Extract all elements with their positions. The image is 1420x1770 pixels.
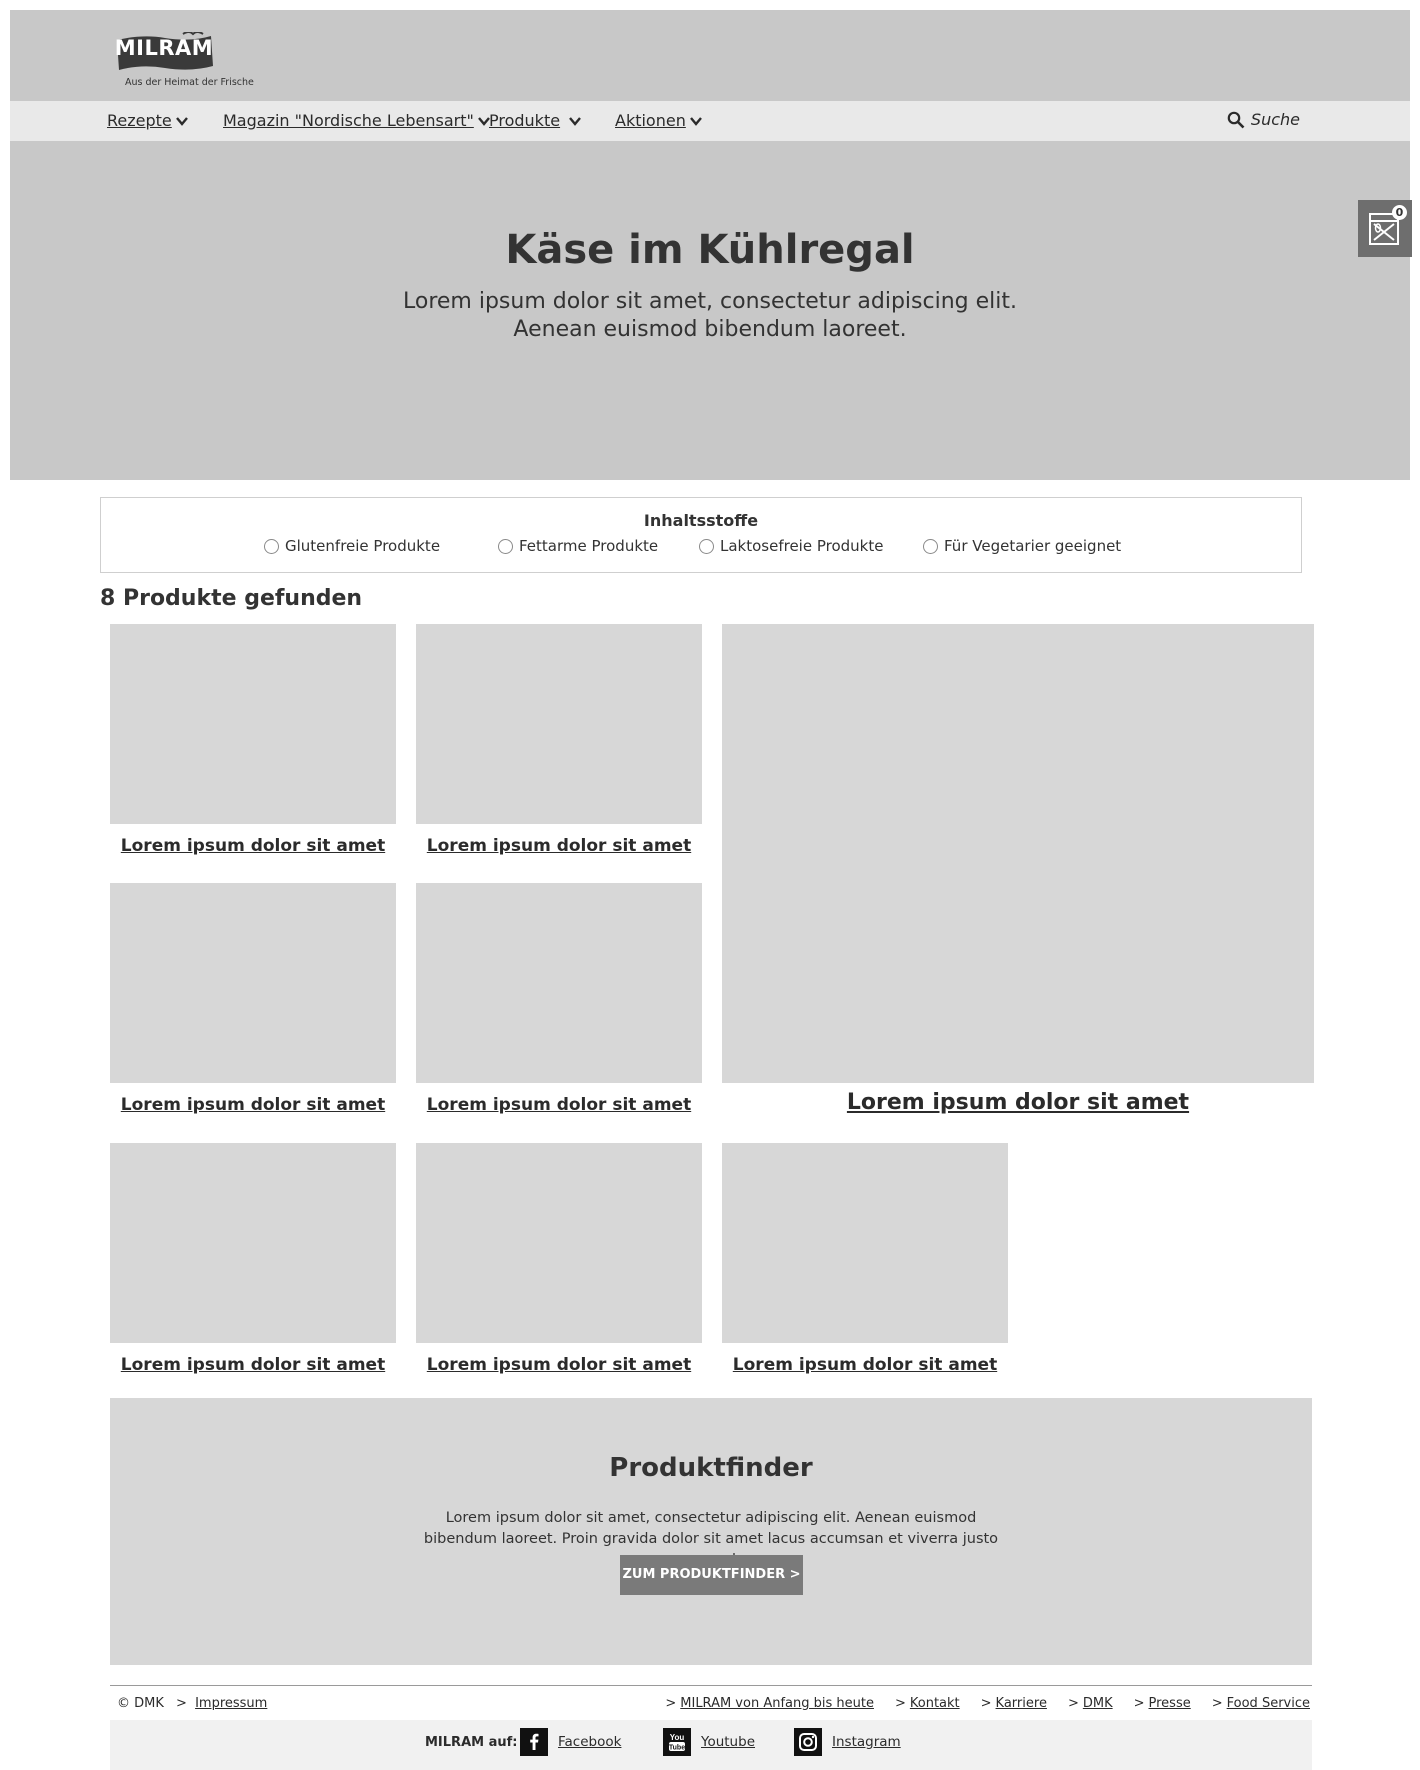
link-prefix: > [1211,1696,1223,1711]
footer-link-item[interactable] [1068,1696,1113,1711]
footer-link-history[interactable]: MILRAM von Anfang bis heute [680,1696,874,1711]
link-prefix: > [1133,1696,1145,1711]
chevron-down-icon [175,114,189,128]
social-link-instagram[interactable] [794,1728,901,1756]
search-label: Suche [1250,110,1300,129]
produktfinder-section [110,1398,1312,1665]
nav-item-label: Magazin "Nordische Lebensart" [223,111,474,130]
featured-product-image[interactable] [722,624,1314,1083]
link-prefix: > [1067,1696,1079,1711]
product-title-link[interactable]: Lorem ipsum dolor sit amet [426,836,692,856]
main-navigation [10,101,1410,141]
footer-link-karriere[interactable]: Karriere [995,1696,1047,1711]
product-title-link[interactable]: Lorem ipsum dolor sit amet [426,1095,692,1115]
chevron-down-icon [568,114,582,128]
footer-link-item[interactable] [895,1696,960,1711]
radio-button[interactable] [498,539,513,554]
footer-link-dmk[interactable]: DMK [1082,1696,1113,1711]
copyright: © DMK [117,1696,164,1711]
footer-link-kontakt[interactable]: Kontakt [909,1696,960,1711]
hero-text [10,288,1410,344]
link-prefix: > [894,1696,906,1711]
produktfinder-text: Lorem ipsum dolor sit amet, consectetur adipiscing elit. Aenean euismod bibendum laoreet. Proin gravida dolor sit amet lacus accumsan et viverra justo [423,1510,999,1547]
product-title-link[interactable]: Lorem ipsum dolor sit amet [732,1355,998,1375]
footer-link-food-service[interactable]: Food Service [1226,1696,1310,1711]
product-image[interactable] [416,883,702,1083]
logo-text: MILRAM [114,36,214,60]
logo-tagline: Aus der Heimat der Frische [125,77,254,88]
youtube-icon [663,1728,691,1756]
footer-link-item[interactable] [1212,1696,1310,1711]
footer-left [117,1696,267,1711]
impressum-link[interactable]: Impressum [195,1696,268,1711]
link-prefix: > [665,1696,677,1711]
filter-option-label: Für Vegetarier geeignet [944,537,1122,555]
footer-links [644,1696,1310,1711]
product-title-link[interactable]: Lorem ipsum dolor sit amet [426,1355,692,1375]
social-label: MILRAM auf: [425,1735,518,1750]
nav-item-label: Aktionen [615,111,686,130]
social-bar [110,1720,1312,1770]
filter-option-lactosefree[interactable] [699,537,883,555]
search-button[interactable] [1227,110,1300,129]
product-title-link[interactable]: Lorem ipsum dolor sit amet [120,836,386,856]
product-image[interactable] [722,1143,1008,1343]
filter-option-label: Glutenfreie Produkte [285,537,441,555]
header [10,10,1410,101]
svg-text:You: You [669,1733,685,1742]
nav-item-aktionen[interactable] [615,111,703,130]
link-prefix: > [980,1696,992,1711]
radio-button[interactable] [923,539,938,554]
social-link-facebook[interactable] [520,1728,621,1756]
filter-option-label: Fettarme Produkte [519,537,659,555]
search-icon [1227,111,1245,129]
filter-option-vegetarian[interactable] [923,537,1121,555]
nav-item-label: Rezepte [107,111,172,130]
instagram-icon [794,1728,822,1756]
nav-item-magazin[interactable] [223,111,491,130]
social-link-label: Youtube [701,1734,755,1750]
nav-item-rezepte[interactable] [107,111,189,130]
results-count: 8 Produkte gefunden [100,586,363,611]
footer-link-presse[interactable]: Presse [1148,1696,1191,1711]
product-image[interactable] [110,883,396,1083]
footer-link-item[interactable] [981,1696,1047,1711]
produktfinder-button[interactable]: ZUM PRODUKTFINDER > [620,1555,803,1595]
product-title-link[interactable]: Lorem ipsum dolor sit amet [120,1095,386,1115]
footer-link-item[interactable] [1134,1696,1191,1711]
radio-button[interactable] [699,539,714,554]
footer-divider [110,1685,1312,1686]
filter-title: Inhaltsstoffe [643,511,759,530]
svg-text:Tube: Tube [668,1744,686,1752]
hero-text-line: Aenean euismod bibendum laoreet. [513,317,907,342]
product-image[interactable] [110,1143,396,1343]
recipe-box-button[interactable] [1358,200,1412,257]
filter-option-label: Laktosefreie Produkte [720,537,884,555]
hero-banner [10,141,1410,480]
milram-logo[interactable] [113,22,253,92]
social-link-label: Instagram [832,1734,901,1750]
filter-box [100,497,1302,573]
social-link-youtube[interactable] [663,1728,755,1756]
product-image[interactable] [110,624,396,824]
product-image[interactable] [416,624,702,824]
featured-product-title-link[interactable]: Lorem ipsum dolor sit amet [846,1090,1190,1115]
radio-button[interactable] [264,539,279,554]
recipe-box-count: 0 [1392,205,1407,220]
product-title-link[interactable]: Lorem ipsum dolor sit amet [120,1355,386,1375]
facebook-icon [520,1728,548,1756]
chevron-down-icon [689,114,703,128]
link-prefix: > [176,1696,187,1711]
footer-link-item[interactable] [665,1696,874,1711]
nav-item-label: Produkte [489,111,561,130]
produktfinder-title: Produktfinder [609,1453,813,1483]
nav-item-produkte[interactable] [489,111,582,130]
page-title: Käse im Kühlregal [505,227,915,273]
page [10,10,1410,480]
filter-option-lowfat[interactable] [498,537,658,555]
filter-option-glutenfree[interactable] [264,537,440,555]
hero-text-line: Lorem ipsum dolor sit amet, consectetur adipiscing elit. [403,289,1017,314]
social-link-label: Facebook [558,1734,622,1750]
product-image[interactable] [416,1143,702,1343]
